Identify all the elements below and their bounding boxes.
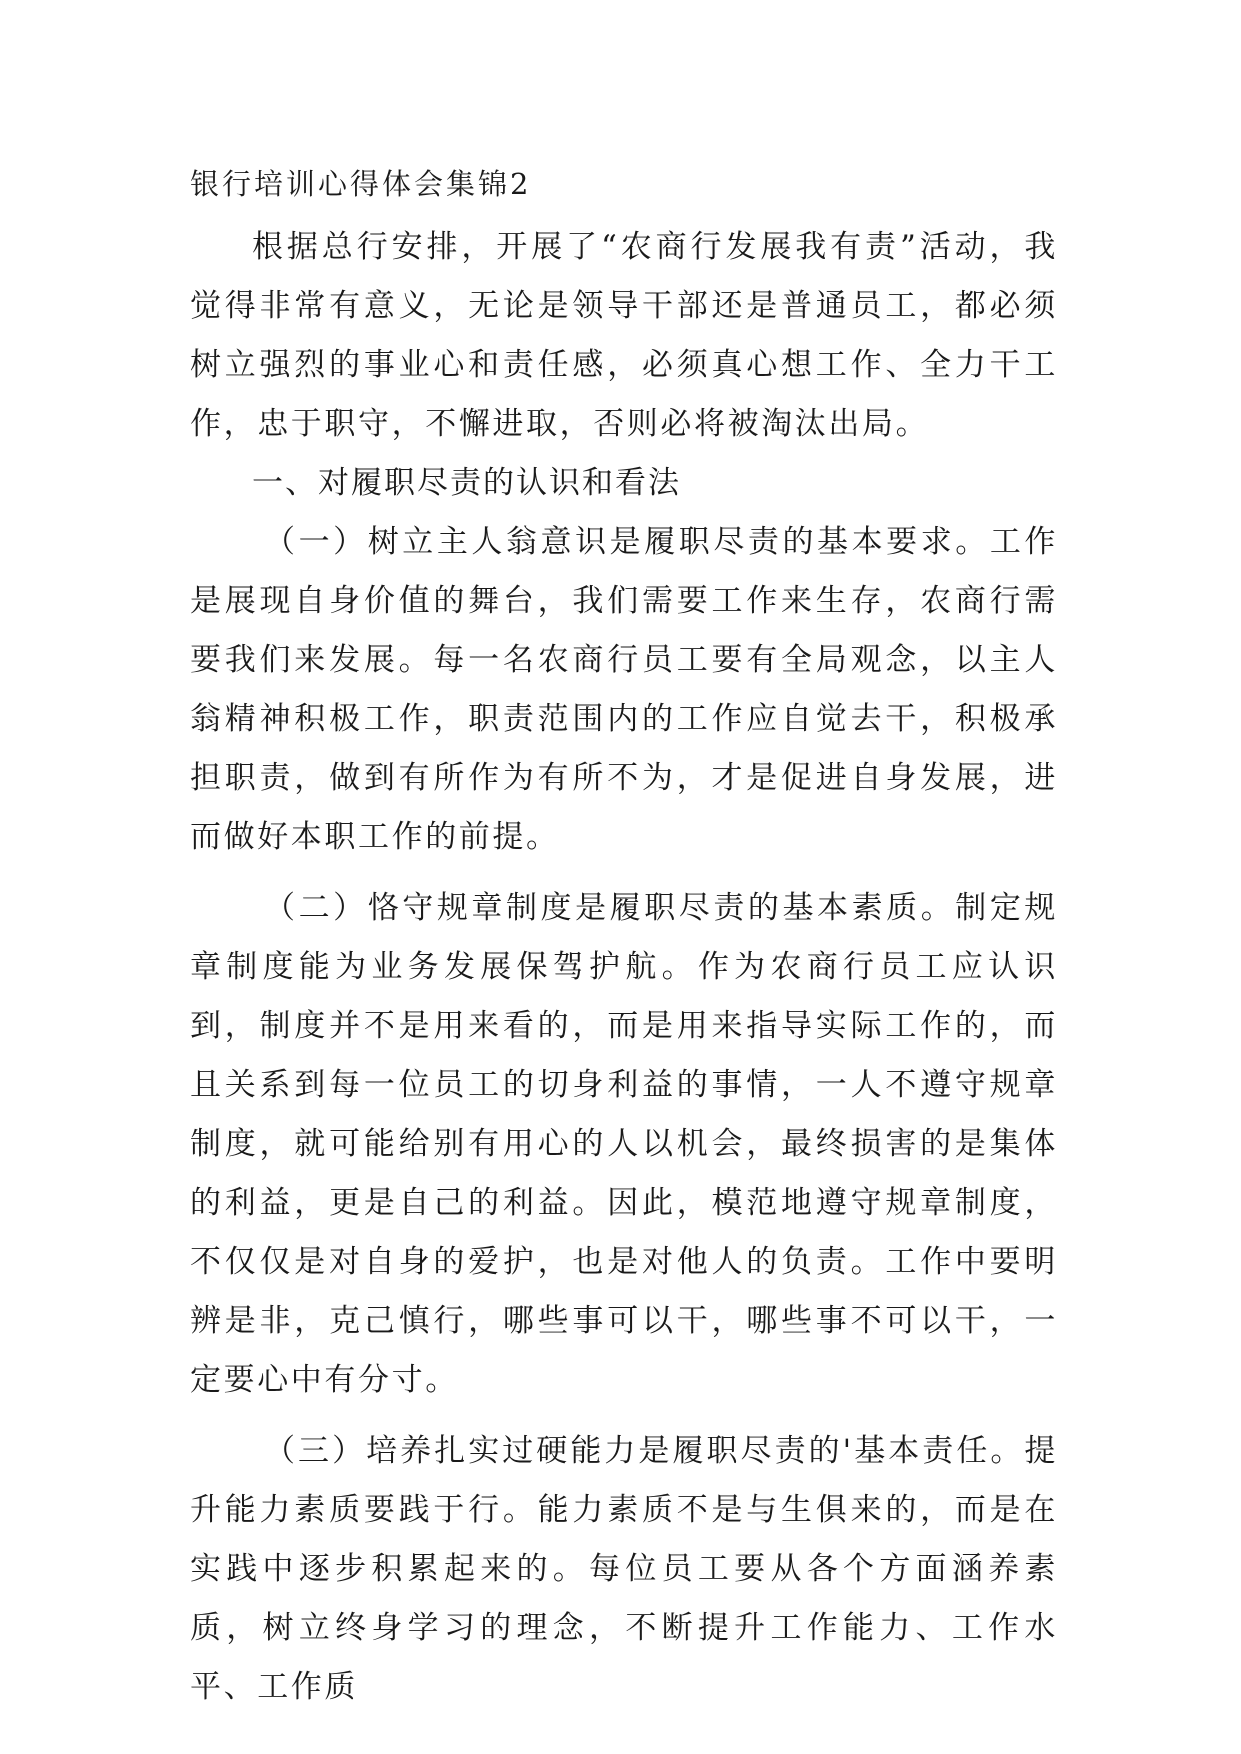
point-three-paragraph: （三）培养扎实过硬能力是履职尽责的'基本责任。提升能力素质要践于行。能力素质不是与生俱来的，而是在实践中逐步积累起来的。每位员工要从各个方面涵养素质，树立终身学习的理念，不断提升工作能力、工作水平、工作质 [190,1433,1058,1705]
point-two-paragraph: （二）恪守规章制度是履职尽责的基本素质。制定规章制度能为业务发展保驾护航。作为农商行员工应认识到，制度并不是用来看的，而是用来指导实际工作的，而且关系到每一位员工的切身利益的事情，一人不遵守规章制度，就可能给别有用心的人以机会，最终损害的是集体的利益，更是自己的利益。因此，模范地遵守规章制度，不仅仅是对自身的爱护，也是对他人的负责。工作中要明辨是非，克己慎行，哪些事可以干，哪些事不可以干，一定要心中有分寸。 [190,890,1058,1398]
intro-paragraph: 根据总行安排，开展了“农商行发展我有责”活动，我觉得非常有意义，无论是领导干部还是普通员工，都必须树立强烈的事业心和责任感，必须真心想工作、全力干工作，忠于职守，不懈进取，否则必将被淘汰出局。 [190,229,1058,442]
document-title: 银行培训心得体会集锦2 [190,167,532,201]
point-one-paragraph: （一）树立主人翁意识是履职尽责的基本要求。工作是展现自身价值的舞台，我们需要工作来生存，农商行需要我们来发展。每一名农商行员工要有全局观念，以主人翁精神积极工作，职责范围内的工作应自觉去干，积极承担职责，做到有所作为有所不为，才是促进自身发展，进而做好本职工作的前提。 [190,524,1058,855]
document-body [190,218,1058,1717]
section-heading: 一、对履职尽责的认识和看法 [252,465,681,501]
